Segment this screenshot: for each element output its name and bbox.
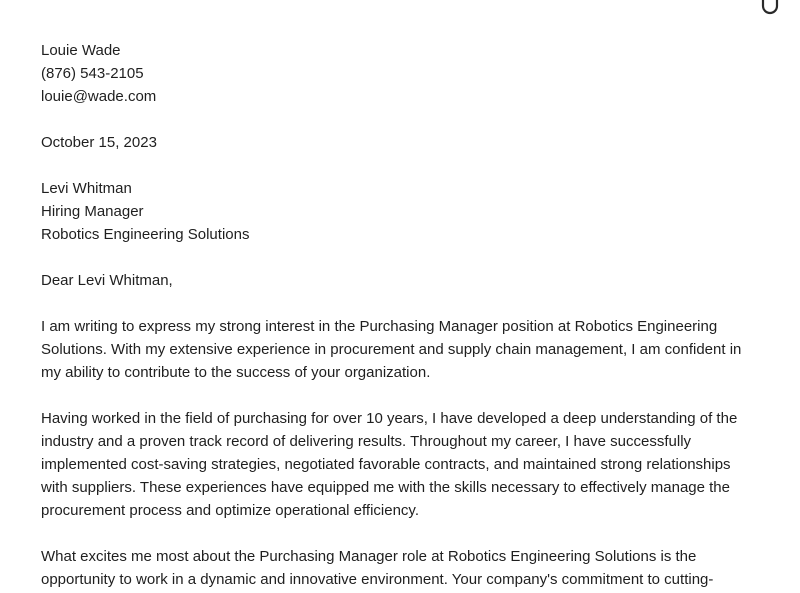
paragraph-1 — [41, 315, 741, 384]
paragraph-line: my ability to contribute to the success of your organization. — [41, 364, 431, 381]
partial-circle-icon — [760, 0, 780, 16]
paragraph-line: procurement process and optimize operational efficiency. — [41, 502, 419, 519]
sender-name: Louie Wade — [41, 42, 121, 59]
sender-email: louie@wade.com — [41, 88, 157, 105]
sender-phone: (876) 543-2105 — [41, 65, 144, 82]
paragraph-line: I am writing to express my strong interest in the Purchasing Manager position at Robotics Engineering — [41, 318, 718, 335]
paragraph-line: Solutions. With my extensive experience in procurement and supply chain management, I am confident in — [41, 341, 742, 358]
cover-letter — [41, 39, 741, 591]
recipient-company: Robotics Engineering Solutions — [41, 226, 250, 243]
paragraph-line: industry and a proven track record of delivering results. Throughout my career, I have successfully — [41, 433, 692, 450]
paragraph-line: Having worked in the field of purchasing for over 10 years, I have developed a deep understanding of the — [41, 410, 738, 427]
paragraph-line: implemented cost-saving strategies, negotiated favorable contracts, and maintained strong relationships — [41, 456, 731, 473]
salutation: Dear Levi Whitman, — [41, 272, 173, 289]
paragraph-3 — [41, 545, 741, 591]
letter-date: October 15, 2023 — [41, 134, 157, 151]
recipient-name: Levi Whitman — [41, 180, 132, 197]
paragraph-2 — [41, 407, 741, 522]
paragraph-line: opportunity to work in a dynamic and innovative environment. Your company's commitment to cutting- — [41, 571, 714, 588]
paragraph-line: with suppliers. These experiences have equipped me with the skills necessary to effectively manage the — [41, 479, 730, 496]
paragraph-line: What excites me most about the Purchasing Manager role at Robotics Engineering Solutions is the — [41, 548, 697, 565]
recipient-title: Hiring Manager — [41, 203, 144, 220]
